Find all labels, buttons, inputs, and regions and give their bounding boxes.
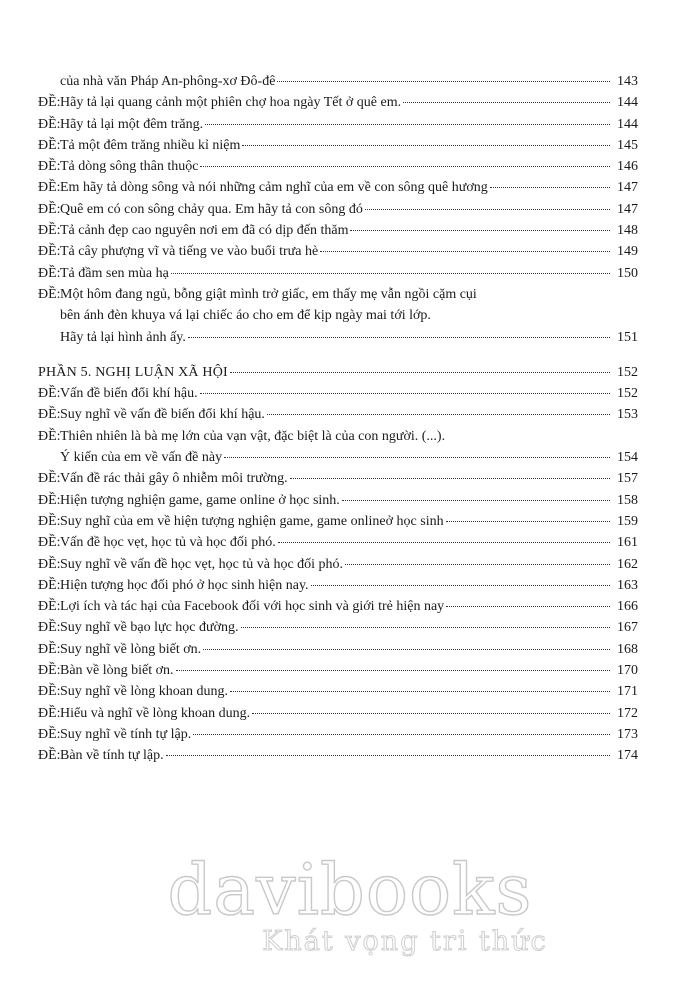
entry-prefix: ĐỀ: bbox=[38, 95, 61, 111]
dot-leader bbox=[365, 209, 610, 210]
toc-entry bbox=[38, 135, 638, 156]
entry-prefix: ĐỀ: bbox=[38, 386, 61, 402]
entry-page: 148 bbox=[617, 223, 638, 239]
entry-title: Vấn đề học vẹt, học tủ và học đối phó. bbox=[60, 535, 276, 551]
dot-leader bbox=[205, 124, 610, 125]
section-gap bbox=[38, 348, 638, 362]
entry-prefix: ĐỀ: bbox=[38, 599, 61, 615]
entry-page: 162 bbox=[617, 556, 638, 572]
entry-title: Suy nghĩ về vấn đề học vẹt, học tủ và học đối phó. bbox=[60, 556, 344, 572]
entry-page: 171 bbox=[617, 684, 638, 700]
dot-leader bbox=[224, 457, 610, 458]
section-heading bbox=[38, 362, 638, 383]
toc-entry bbox=[38, 156, 638, 177]
dot-leader bbox=[403, 102, 610, 103]
entry-prefix: ĐỀ: bbox=[38, 684, 61, 700]
entry-title: Quê em có con sông chảy qua. Em hãy tả con sông đó bbox=[60, 201, 363, 217]
entry-page: 144 bbox=[617, 95, 638, 111]
toc-entry bbox=[38, 404, 638, 425]
toc-entry bbox=[38, 220, 638, 241]
entry-title: Hiện tượng nghiện game, game online ở học sinh. bbox=[60, 492, 340, 508]
toc-entry bbox=[38, 426, 638, 469]
entry-prefix: ĐỀ: bbox=[38, 180, 61, 196]
dot-leader bbox=[311, 585, 610, 586]
entry-page: 158 bbox=[617, 492, 638, 508]
entry-title: của nhà văn Pháp An-phông-xơ Đô-đê bbox=[60, 74, 276, 89]
entry-page: 168 bbox=[617, 641, 638, 657]
toc-entry bbox=[38, 177, 638, 198]
section-title: PHẦN 5. NGHỊ LUẬN XÃ HỘI bbox=[38, 364, 228, 380]
dot-leader bbox=[242, 145, 610, 146]
section-page: 152 bbox=[617, 364, 638, 380]
dot-leader bbox=[267, 414, 610, 415]
entry-page: 151 bbox=[617, 329, 638, 345]
entry-title: Vấn đề biến đổi khí hậu. bbox=[60, 386, 198, 402]
entry-prefix: ĐỀ: bbox=[38, 492, 61, 508]
entry-prefix: ĐỀ: bbox=[38, 641, 61, 657]
toc-entry bbox=[38, 468, 638, 489]
dot-leader bbox=[166, 755, 610, 756]
entry-prefix: ĐỀ: bbox=[38, 577, 61, 593]
entry-prefix: ĐỀ: bbox=[38, 286, 61, 302]
entry-page: 166 bbox=[617, 599, 638, 615]
entry-page: 157 bbox=[617, 471, 638, 487]
dot-leader bbox=[230, 372, 610, 373]
entry-page: 154 bbox=[617, 450, 638, 466]
entry-page: 174 bbox=[617, 748, 638, 764]
entry-title: Suy nghĩ của em về hiện tượng nghiện game, game onlineở học sinh bbox=[60, 513, 444, 529]
entry-prefix: ĐỀ: bbox=[38, 556, 61, 572]
entry-prefix: ĐỀ: bbox=[38, 705, 61, 721]
toc-entry bbox=[38, 639, 638, 660]
entry-title: Bàn về lòng biết ơn. bbox=[60, 663, 174, 679]
watermark-slogan: Khát vọng tri thức bbox=[262, 926, 548, 957]
entry-prefix: ĐỀ: bbox=[38, 159, 61, 175]
entry-prefix: ĐỀ: bbox=[38, 471, 61, 487]
entry-title-line: Hãy tả lại hình ảnh ấy. bbox=[60, 329, 186, 345]
toc-entry bbox=[38, 703, 638, 724]
toc-entry bbox=[38, 383, 638, 404]
toc-entry bbox=[38, 745, 638, 766]
entry-prefix: ĐỀ: bbox=[38, 663, 61, 679]
dot-leader bbox=[171, 273, 610, 274]
entry-page: 144 bbox=[617, 116, 638, 132]
dot-leader bbox=[252, 713, 610, 714]
entry-page: 147 bbox=[617, 180, 638, 196]
entry-prefix: ĐỀ: bbox=[38, 244, 61, 260]
dot-leader bbox=[277, 81, 610, 82]
entry-title: Hiện tượng học đối phó ở học sinh hiện nay. bbox=[60, 577, 309, 593]
entry-page: 172 bbox=[617, 705, 638, 721]
entry-prefix: ĐỀ: bbox=[38, 428, 61, 444]
dot-leader bbox=[290, 478, 610, 479]
entry-prefix: ĐỀ: bbox=[38, 407, 61, 423]
toc-entry bbox=[38, 511, 638, 532]
dot-leader bbox=[200, 393, 610, 394]
toc-entry bbox=[38, 114, 638, 135]
entry-title: Tả cảnh đẹp cao nguyên nơi em đã có dịp đến thăm bbox=[60, 223, 349, 239]
dot-leader bbox=[446, 521, 610, 522]
entry-page: 159 bbox=[617, 513, 638, 529]
toc-entry bbox=[38, 575, 638, 596]
entry-page: 150 bbox=[617, 265, 638, 281]
entry-title: Tả cây phượng vĩ và tiếng ve vào buổi trưa hè bbox=[60, 244, 319, 260]
entry-page: 153 bbox=[617, 407, 638, 423]
toc-entry bbox=[38, 724, 638, 745]
toc-entry bbox=[38, 490, 638, 511]
entry-title: Hãy tả lại quang cảnh một phiên chợ hoa ngày Tết ở quê em. bbox=[60, 95, 402, 111]
dot-leader bbox=[350, 230, 610, 231]
toc-entry bbox=[38, 617, 638, 638]
toc-entry bbox=[38, 92, 638, 113]
entry-prefix: ĐỀ: bbox=[38, 116, 61, 132]
entry-page: 147 bbox=[617, 201, 638, 217]
entry-title: Tả dòng sông thân thuộc bbox=[60, 159, 199, 175]
entry-title-line: Một hôm đang ngủ, bỗng giật mình trở giấc, em thấy mẹ vẫn ngồi cặm cụi bbox=[60, 286, 477, 302]
entry-title: Bàn về tính tự lập. bbox=[60, 748, 164, 764]
toc-entry bbox=[38, 263, 638, 284]
entry-title: Suy nghĩ về tính tự lập. bbox=[60, 726, 192, 742]
entry-page: 143 bbox=[617, 74, 638, 89]
entry-page: 161 bbox=[617, 535, 638, 551]
dot-leader bbox=[345, 564, 610, 565]
entry-title-line: Thiên nhiên là bà mẹ lớn của vạn vật, đặc biệt là của con người. (...). bbox=[60, 428, 446, 444]
watermark-brand: davibooks bbox=[167, 849, 533, 931]
entry-page: 167 bbox=[617, 620, 638, 636]
entry-title: Suy nghĩ về lòng biết ơn. bbox=[60, 641, 202, 657]
toc-entry bbox=[38, 241, 638, 262]
entry-page: 173 bbox=[617, 726, 638, 742]
entry-title-line: Ý kiến của em về vấn đề này bbox=[60, 450, 223, 466]
entry-page: 170 bbox=[617, 663, 638, 679]
dot-leader bbox=[490, 187, 610, 188]
dot-leader bbox=[446, 606, 610, 607]
dot-leader bbox=[176, 670, 610, 671]
entry-page: 145 bbox=[617, 137, 638, 153]
entry-title: Suy nghĩ về vấn đề biến đổi khí hậu. bbox=[60, 407, 265, 423]
entry-title: Vấn đề rác thải gây ô nhiễm môi trường. bbox=[60, 471, 288, 487]
entry-prefix: ĐỀ: bbox=[38, 513, 61, 529]
dot-leader bbox=[203, 649, 610, 650]
entry-prefix: ĐỀ: bbox=[38, 223, 61, 239]
entry-title: Suy nghĩ về bạo lực học đường. bbox=[60, 620, 239, 636]
entry-title: Em hãy tả dòng sông và nói những cảm nghĩ của em về con sông quê hương bbox=[60, 180, 488, 196]
entry-title-line: bên ánh đèn khuya vá lại chiếc áo cho em để kịp ngày mai tới lớp. bbox=[60, 308, 431, 324]
entry-title: Tả đầm sen mùa hạ bbox=[60, 265, 169, 281]
entry-page: 146 bbox=[617, 159, 638, 175]
dot-leader bbox=[278, 542, 610, 543]
dot-leader bbox=[230, 691, 610, 692]
entry-prefix: ĐỀ: bbox=[38, 201, 61, 217]
entry-title: Tả một đêm trăng nhiều kỉ niệm bbox=[60, 137, 241, 153]
toc-entry bbox=[38, 284, 638, 348]
entry-title: Hiểu và nghĩ về lòng khoan dung. bbox=[60, 705, 251, 721]
toc-entry bbox=[38, 554, 638, 575]
toc-entry bbox=[38, 660, 638, 681]
dot-leader bbox=[200, 166, 610, 167]
entry-page: 163 bbox=[617, 577, 638, 593]
entry-prefix: ĐỀ: bbox=[38, 748, 61, 764]
entry-prefix: ĐỀ: bbox=[38, 620, 61, 636]
toc-entry bbox=[38, 71, 638, 92]
entry-prefix: ĐỀ: bbox=[38, 137, 61, 153]
watermark bbox=[0, 850, 700, 957]
entry-title: Suy nghĩ về lòng khoan dung. bbox=[60, 684, 228, 700]
toc-entry bbox=[38, 681, 638, 702]
entry-prefix: ĐỀ: bbox=[38, 726, 61, 742]
toc-entry bbox=[38, 596, 638, 617]
dot-leader bbox=[320, 251, 610, 252]
dot-leader bbox=[342, 500, 610, 501]
entry-prefix: ĐỀ: bbox=[38, 535, 61, 551]
dot-leader bbox=[193, 734, 610, 735]
dot-leader bbox=[188, 337, 610, 338]
entry-title: Hãy tả lại một đêm trăng. bbox=[60, 116, 204, 132]
entry-title: Lợi ích và tác hại của Facebook đối với học sinh và giới trẻ hiện nay bbox=[60, 599, 445, 615]
entry-prefix: ĐỀ: bbox=[38, 265, 61, 281]
table-of-contents bbox=[38, 71, 638, 767]
toc-entry bbox=[38, 199, 638, 220]
dot-leader bbox=[241, 627, 611, 628]
entry-page: 149 bbox=[617, 244, 638, 260]
toc-entry bbox=[38, 532, 638, 553]
entry-page: 152 bbox=[617, 386, 638, 402]
